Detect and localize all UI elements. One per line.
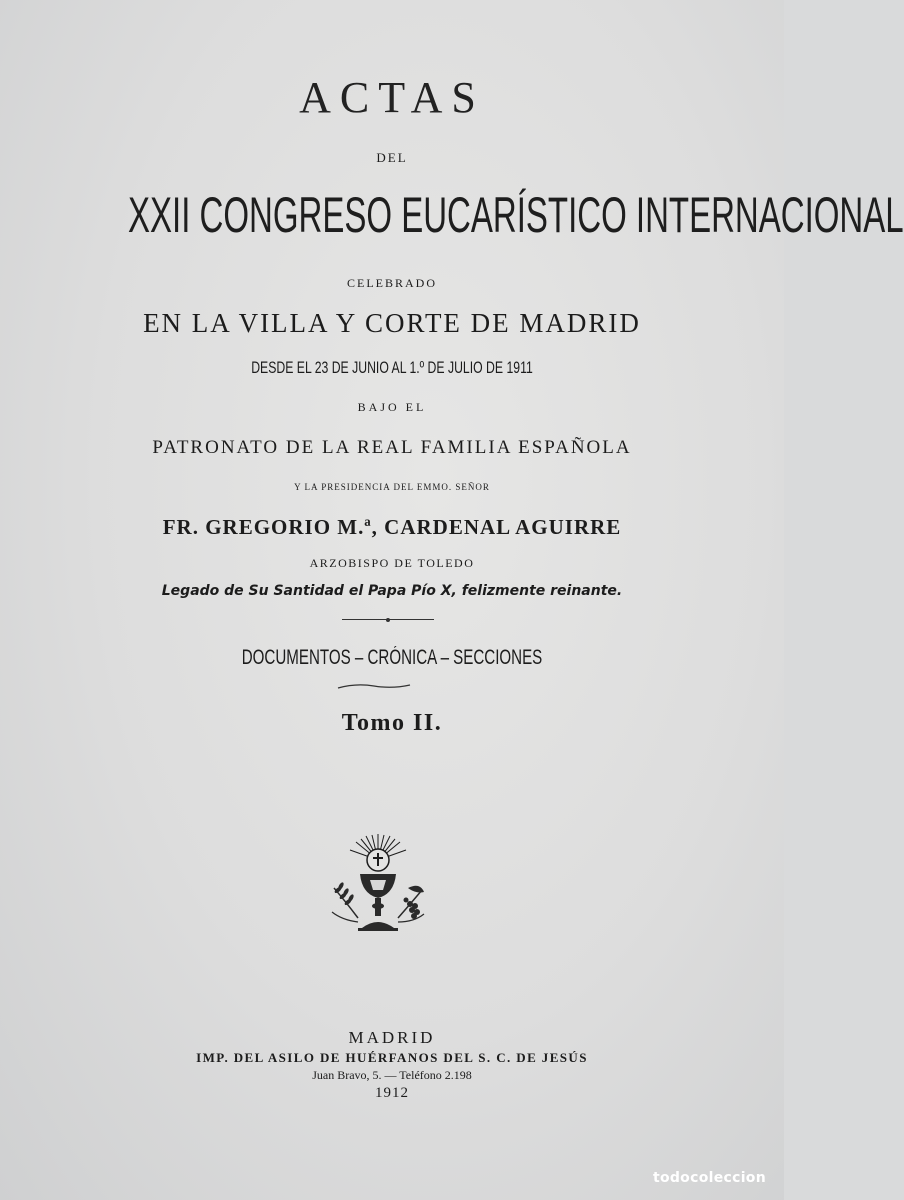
page-title: ACTAS <box>299 73 485 122</box>
legate-line: Legado de Su Santidad el Papa Pío X, felizmente reinante. <box>161 583 623 599</box>
imprint-address: Juan Bravo, 5. — Teléfono 2.198 <box>312 1068 472 1082</box>
contents-line: DOCUMENTOS – CRÓNICA – SECCIONES <box>241 646 543 669</box>
archbishop-line: ARZOBISPO DE TOLEDO <box>309 556 475 570</box>
wave-rule-divider <box>338 682 410 690</box>
volume-label: Tomo II. <box>341 710 443 736</box>
imprint-printer: IMP. DEL ASILO DE HUÉRFANOS DEL S. C. DE JESÚS <box>196 1050 588 1065</box>
watermark-logo: todocoleccion <box>652 1170 766 1186</box>
dotted-rule-divider <box>342 619 434 620</box>
imprint-city: MADRID <box>348 1028 436 1047</box>
eucharistic-emblem-icon <box>328 832 428 942</box>
place-line: EN LA VILLA Y CORTE DE MADRID <box>143 308 641 338</box>
president-name: FR. GREGORIO M.ª, CARDENAL AGUIRRE <box>162 515 622 539</box>
celebrado-label: CELEBRADO <box>347 276 437 290</box>
title-del: DEL <box>376 150 408 165</box>
patronage-line: PATRONATO DE LA REAL FAMILIA ESPAÑOLA <box>152 437 632 458</box>
congress-title: XXII CONGRESO EUCARÍSTICO INTERNACIONAL <box>128 187 904 243</box>
dates-line: DESDE EL 23 DE JUNIO AL 1.º DE JULIO DE 1911 <box>251 358 533 377</box>
presidency-line: Y LA PRESIDENCIA DEL EMMO. SEÑOR <box>294 482 490 492</box>
bajo-label: BAJO EL <box>357 400 427 414</box>
imprint-year: 1912 <box>375 1085 409 1101</box>
